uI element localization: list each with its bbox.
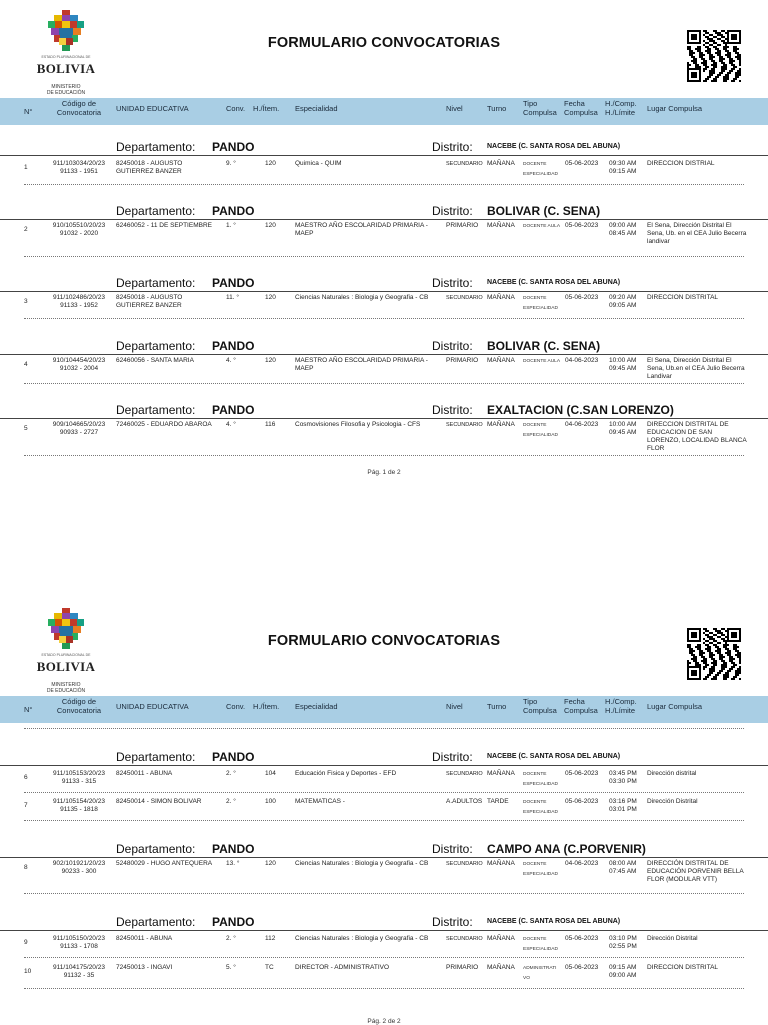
distrito-label: Distrito: bbox=[432, 276, 473, 290]
lugar-compulsa: DIRECCION DISTRITAL bbox=[647, 294, 719, 301]
nivel: PRIMARIO bbox=[446, 964, 479, 971]
conv-value: 13. ° bbox=[226, 860, 240, 867]
conv-value: 2. ° bbox=[226, 935, 236, 942]
item-value: 120 bbox=[265, 860, 276, 867]
nivel: SECUNDARIO bbox=[446, 295, 483, 301]
table-row bbox=[0, 798, 768, 820]
col-lugar: Lugar Compulsa bbox=[647, 104, 703, 113]
col-item: H./Ítem. bbox=[253, 104, 280, 113]
department-group-header bbox=[0, 912, 768, 932]
department-group-header bbox=[0, 747, 768, 767]
distrito-value: CAMPO ANA (C.PORVENIR) bbox=[487, 842, 646, 856]
departamento-value: PANDO bbox=[212, 276, 255, 290]
lugar-compulsa: Dirección Distrital bbox=[647, 935, 698, 942]
ministry-line-2: DE EDUCACIÓN bbox=[46, 89, 86, 96]
nivel: SECUNDARIO bbox=[446, 861, 483, 867]
codigo-convocatoria: 910/104454/20/23 91032 - 2004 bbox=[52, 357, 106, 372]
col-conv: Conv. bbox=[226, 104, 246, 113]
hora-compulsa: 09:15 AM 09:00 AM bbox=[609, 964, 637, 979]
conv-value: 4. ° bbox=[226, 421, 236, 428]
col-nivel: Nivel bbox=[446, 702, 463, 711]
country-name: BOLIVIA bbox=[36, 659, 96, 674]
turno: MAÑANA bbox=[487, 357, 515, 364]
state-text: ESTADO PLURINACIONAL DE bbox=[41, 653, 91, 657]
group-divider bbox=[0, 291, 768, 292]
row-number: 5 bbox=[24, 425, 28, 432]
department-group-header bbox=[0, 201, 768, 221]
tipo-compulsa: DOCENTE ESPECIALIDAD bbox=[523, 162, 558, 177]
unidad-educativa: 82450018 - AUGUSTO GUTIERREZ BANZER bbox=[116, 294, 183, 309]
turno: MAÑANA bbox=[487, 421, 515, 428]
distrito-label: Distrito: bbox=[432, 403, 473, 417]
especialidad: MATEMATICAS - bbox=[295, 798, 345, 805]
lugar-compulsa: Dirección Distrital bbox=[647, 798, 698, 805]
unidad-educativa: 62460052 - 11 DE SEPTIEMBRE bbox=[116, 222, 212, 229]
item-value: 120 bbox=[265, 222, 276, 229]
col-fecha: Fecha Compulsa bbox=[564, 697, 598, 715]
lugar-compulsa: DIRECCION DISTRITAL DE EDUCACION DE SAN LORENZO, LOCALIDAD BLANCA FLOR bbox=[647, 421, 747, 452]
hora-compulsa: 10:00 AM 09:45 AM bbox=[609, 357, 637, 372]
especialidad: Educación Fisica y Deportes - EFD bbox=[295, 770, 397, 777]
item-value: 120 bbox=[265, 294, 276, 301]
page-number: Pág. 2 de 2 bbox=[367, 1018, 401, 1025]
group-divider bbox=[0, 857, 768, 858]
page-title: FORMULARIO CONVOCATORIAS bbox=[267, 633, 501, 649]
especialidad: MAESTRO AÑO ESCOLARIDAD PRIMARIA - MAEP bbox=[295, 357, 428, 372]
codigo-convocatoria: 910/105510/20/23 91032 - 2020 bbox=[52, 222, 106, 237]
turno: MAÑANA bbox=[487, 222, 515, 229]
page-number: Pág. 1 de 2 bbox=[367, 469, 401, 476]
tipo-compulsa: DOCENTE AULA bbox=[523, 224, 561, 229]
ministry-line-2: DE EDUCACIÓN bbox=[46, 687, 86, 694]
unidad-educativa: 82450018 - AUGUSTO GUTIERREZ BANZER bbox=[116, 160, 183, 175]
departamento-value: PANDO bbox=[212, 915, 255, 929]
turno: MAÑANA bbox=[487, 770, 515, 777]
row-separator bbox=[24, 792, 744, 793]
lugar-compulsa: El Sena, Dirección Distrital El Sena, Ub.en el CEA Julio Becerra Landivar bbox=[647, 357, 745, 380]
codigo-convocatoria: 909/104665/20/23 90933 - 2727 bbox=[52, 421, 106, 436]
lugar-compulsa: DIRECCION DISTRIAL bbox=[647, 160, 715, 167]
department-group-header bbox=[0, 273, 768, 293]
nivel: SECUNDARIO bbox=[446, 422, 483, 428]
distrito-label: Distrito: bbox=[432, 339, 473, 353]
conv-value: 9. ° bbox=[226, 160, 236, 167]
col-unidad: UNIDAD EDUCATIVA bbox=[116, 702, 189, 711]
col-turno: Turno bbox=[487, 702, 507, 711]
departamento-label: Departamento: bbox=[116, 842, 196, 856]
row-separator bbox=[24, 256, 744, 257]
department-group-header bbox=[0, 839, 768, 859]
unidad-educativa: 62460056 - SANTA MARIA bbox=[116, 357, 194, 364]
hora-compulsa: 10:00 AM 09:45 AM bbox=[609, 421, 637, 436]
fecha-compulsa: 05-06-2023 bbox=[565, 798, 599, 805]
department-group-header bbox=[0, 400, 768, 420]
col-n: N° bbox=[24, 705, 33, 714]
table-header bbox=[0, 98, 768, 125]
nivel: SECUNDARIO bbox=[446, 771, 483, 777]
turno: MAÑANA bbox=[487, 160, 515, 167]
table-row bbox=[0, 421, 768, 455]
table-row bbox=[0, 294, 768, 318]
col-nivel: Nivel bbox=[446, 104, 463, 113]
hora-compulsa: 03:10 PM 02:55 PM bbox=[609, 935, 637, 950]
row-separator bbox=[24, 893, 744, 894]
conv-value: 2. ° bbox=[226, 770, 236, 777]
table-header bbox=[0, 696, 768, 723]
table-row bbox=[0, 860, 768, 893]
col-unidad: UNIDAD EDUCATIVA bbox=[116, 104, 189, 113]
row-separator bbox=[24, 455, 744, 456]
tipo-compulsa: DOCENTE ESPECIALIDAD bbox=[523, 423, 558, 438]
departamento-value: PANDO bbox=[212, 750, 255, 764]
row-number: 7 bbox=[24, 802, 28, 809]
especialidad: Quimica - QUIM bbox=[295, 160, 342, 167]
fecha-compulsa: 05-06-2023 bbox=[565, 935, 599, 942]
lugar-compulsa: Dirección distrital bbox=[647, 770, 697, 777]
group-divider bbox=[0, 219, 768, 220]
state-text: ESTADO PLURINACIONAL DE bbox=[41, 55, 91, 59]
col-especialidad: Especialidad bbox=[295, 702, 338, 711]
unidad-educativa: 72460025 - EDUARDO ABAROA bbox=[116, 421, 212, 428]
item-value: 112 bbox=[265, 935, 276, 942]
conv-value: 2. ° bbox=[226, 798, 236, 805]
ministry-line-1: MINISTERIO bbox=[51, 84, 81, 90]
row-number: 10 bbox=[24, 968, 32, 975]
conv-value: 5. ° bbox=[226, 964, 236, 971]
tipo-compulsa: DOCENTE ESPECIALIDAD bbox=[523, 862, 558, 877]
page-2 bbox=[0, 598, 768, 1024]
especialidad: DIRECTOR - ADMINISTRATIVO bbox=[295, 964, 390, 971]
unidad-educativa: 82450011 - ABUNA bbox=[116, 935, 173, 942]
turno: TARDE bbox=[487, 798, 509, 805]
table-row bbox=[0, 770, 768, 792]
hora-compulsa: 09:00 AM 08:45 AM bbox=[609, 222, 637, 237]
lugar-compulsa: El Sena, Dirección Distrital El Sena, Ub. en el CEA Julio Becerra landivar bbox=[647, 222, 747, 245]
distrito-label: Distrito: bbox=[432, 842, 473, 856]
col-codigo: Código de Convocatoria bbox=[56, 99, 102, 117]
item-value: 100 bbox=[265, 798, 276, 805]
department-group-header bbox=[0, 137, 768, 157]
row-number: 4 bbox=[24, 361, 28, 368]
departamento-label: Departamento: bbox=[116, 915, 196, 929]
ministry-name bbox=[33, 85, 99, 96]
row-separator bbox=[24, 820, 744, 821]
departamento-value: PANDO bbox=[212, 140, 255, 154]
distrito-label: Distrito: bbox=[432, 204, 473, 218]
group-divider bbox=[0, 930, 768, 931]
group-divider bbox=[0, 765, 768, 766]
turno: MAÑANA bbox=[487, 860, 515, 867]
distrito-value: BOLIVAR (C. SENA) bbox=[487, 204, 601, 218]
ministry-line-1: MINISTERIO bbox=[51, 682, 81, 688]
fecha-compulsa: 04-06-2023 bbox=[565, 860, 599, 867]
departamento-value: PANDO bbox=[212, 842, 255, 856]
distrito-value: NACEBE (C. SANTA ROSA DEL ABUNA) bbox=[487, 753, 621, 760]
departamento-label: Departamento: bbox=[116, 204, 196, 218]
row-number: 6 bbox=[24, 774, 28, 781]
qr-code-icon bbox=[687, 628, 741, 680]
group-divider bbox=[0, 155, 768, 156]
fecha-compulsa: 04-06-2023 bbox=[565, 357, 599, 364]
codigo-convocatoria: 911/104175/20/23 91132 - 35 bbox=[53, 964, 105, 979]
row-number: 3 bbox=[24, 298, 28, 305]
row-separator bbox=[24, 957, 744, 958]
departamento-value: PANDO bbox=[212, 204, 255, 218]
col-codigo: Código de Convocatoria bbox=[56, 697, 102, 715]
page-1 bbox=[0, 0, 768, 500]
col-especialidad: Especialidad bbox=[295, 104, 338, 113]
distrito-value: NACEBE (C. SANTA ROSA DEL ABUNA) bbox=[487, 143, 621, 150]
item-value: 116 bbox=[265, 421, 276, 428]
codigo-convocatoria: 911/102486/20/23 91133 - 1952 bbox=[53, 294, 105, 309]
departamento-label: Departamento: bbox=[116, 276, 196, 290]
col-hcomp: H./Comp. H./Límite bbox=[605, 99, 637, 117]
fecha-compulsa: 05-06-2023 bbox=[565, 770, 599, 777]
hora-compulsa: 03:45 PM 03:30 PM bbox=[609, 770, 637, 785]
col-conv: Conv. bbox=[226, 702, 246, 711]
col-fecha: Fecha Compulsa bbox=[564, 99, 598, 117]
col-item: H./Ítem. bbox=[253, 702, 280, 711]
nivel: SECUNDARIO bbox=[446, 936, 483, 942]
col-hcomp: H./Comp. H./Límite bbox=[605, 697, 637, 715]
hora-compulsa: 08:00 AM 07:45 AM bbox=[609, 860, 637, 875]
hora-compulsa: 09:30 AM 09:15 AM bbox=[609, 160, 637, 175]
distrito-label: Distrito: bbox=[432, 915, 473, 929]
item-value: TC bbox=[265, 964, 274, 971]
fecha-compulsa: 05-06-2023 bbox=[565, 964, 599, 971]
item-value: 120 bbox=[265, 357, 276, 364]
departamento-label: Departamento: bbox=[116, 140, 196, 154]
tipo-compulsa: DOCENTE AULA bbox=[523, 359, 561, 364]
conv-value: 11. ° bbox=[226, 294, 239, 301]
col-lugar: Lugar Compulsa bbox=[647, 702, 703, 711]
unidad-educativa: 72450013 - INGAVI bbox=[116, 964, 173, 971]
turno: MAÑANA bbox=[487, 964, 515, 971]
conv-value: 1. ° bbox=[226, 222, 236, 229]
qr-code-icon bbox=[687, 30, 741, 82]
col-turno: Turno bbox=[487, 104, 507, 113]
page-gap bbox=[0, 500, 768, 598]
fecha-compulsa: 04-06-2023 bbox=[565, 421, 599, 428]
codigo-convocatoria: 911/105150/20/23 91133 - 1708 bbox=[53, 935, 105, 950]
nivel: PRIMARIO bbox=[446, 222, 479, 229]
row-separator bbox=[24, 184, 744, 185]
especialidad: MAESTRO AÑO ESCOLARIDAD PRIMARIA - MAEP bbox=[295, 222, 428, 237]
table-row bbox=[0, 222, 768, 256]
distrito-label: Distrito: bbox=[432, 140, 473, 154]
qr-code-graphic bbox=[687, 30, 741, 82]
codigo-convocatoria: 911/103034/20/23 91133 - 1951 bbox=[53, 160, 105, 175]
distrito-value: BOLIVAR (C. SENA) bbox=[487, 339, 601, 353]
especialidad: Ciencias Naturales : Biologia y Geografia - CB bbox=[295, 294, 429, 301]
group-divider bbox=[0, 418, 768, 419]
fecha-compulsa: 05-06-2023 bbox=[565, 294, 599, 301]
table-row bbox=[0, 357, 768, 383]
col-tipo: Tipo Compulsa bbox=[523, 99, 557, 117]
lugar-compulsa: DIRECCION DISTRITAL bbox=[647, 964, 719, 971]
hora-compulsa: 09:20 AM 09:05 AM bbox=[609, 294, 637, 309]
page-title: FORMULARIO CONVOCATORIAS bbox=[267, 35, 501, 51]
tipo-compulsa: ADMINISTRATI VO bbox=[523, 966, 557, 981]
group-divider bbox=[0, 354, 768, 355]
row-separator bbox=[24, 318, 744, 319]
turno: MAÑANA bbox=[487, 294, 515, 301]
ministry-name bbox=[33, 683, 99, 694]
row-separator bbox=[24, 988, 744, 989]
departamento-label: Departamento: bbox=[116, 339, 196, 353]
lugar-compulsa: DIRECCIÓN DISTRITAL DE EDUCACIÓN PORVENIR BELLA FLOR (MODULAR VTT) bbox=[647, 860, 744, 883]
table-row bbox=[0, 160, 768, 184]
conv-value: 4. ° bbox=[226, 357, 236, 364]
col-tipo: Tipo Compulsa bbox=[523, 697, 557, 715]
nivel: A.ADULTOS bbox=[446, 798, 483, 805]
item-value: 120 bbox=[265, 160, 276, 167]
departamento-value: PANDO bbox=[212, 339, 255, 353]
unidad-educativa: 52480029 - HUGO ANTEQUERA bbox=[116, 860, 213, 867]
qr-code-graphic bbox=[687, 628, 741, 680]
tipo-compulsa: DOCENTE ESPECIALIDAD bbox=[523, 296, 558, 311]
codigo-convocatoria: 902/101921/20/23 90233 - 300 bbox=[52, 860, 106, 875]
unidad-educativa: 82450011 - ABUNA bbox=[116, 770, 173, 777]
bolivia-ministry-logo bbox=[33, 10, 99, 96]
nivel: PRIMARIO bbox=[446, 357, 479, 364]
country-name: BOLIVIA bbox=[36, 61, 96, 76]
tipo-compulsa: DOCENTE ESPECIALIDAD bbox=[523, 772, 558, 787]
distrito-value: NACEBE (C. SANTA ROSA DEL ABUNA) bbox=[487, 279, 621, 286]
table-row bbox=[0, 935, 768, 957]
especialidad: Cosmovisiones Filosofia y Psicologia - CFS bbox=[295, 421, 421, 428]
row-separator bbox=[24, 728, 744, 729]
table-row bbox=[0, 964, 768, 988]
row-number: 2 bbox=[24, 226, 28, 233]
departamento-value: PANDO bbox=[212, 403, 255, 417]
unidad-educativa: 82450014 - SIMON BOLIVAR bbox=[116, 798, 202, 805]
nivel: SECUNDARIO bbox=[446, 161, 483, 167]
distrito-label: Distrito: bbox=[432, 750, 473, 764]
especialidad: Ciencias Naturales : Biologia y Geografia - CB bbox=[295, 935, 429, 942]
hora-compulsa: 03:16 PM 03:01 PM bbox=[609, 798, 637, 813]
distrito-value: EXALTACION (C.SAN LORENZO) bbox=[487, 403, 674, 417]
codigo-convocatoria: 911/105154/20/23 91135 - 1818 bbox=[53, 798, 105, 813]
row-separator bbox=[24, 383, 744, 384]
fecha-compulsa: 05-06-2023 bbox=[565, 222, 599, 229]
row-number: 1 bbox=[24, 164, 28, 171]
turno: MAÑANA bbox=[487, 935, 515, 942]
tipo-compulsa: DOCENTE ESPECIALIDAD bbox=[523, 800, 558, 815]
fecha-compulsa: 05-06-2023 bbox=[565, 160, 599, 167]
distrito-value: NACEBE (C. SANTA ROSA DEL ABUNA) bbox=[487, 918, 621, 925]
row-number: 9 bbox=[24, 939, 28, 946]
especialidad: Ciencias Naturales : Biologia y Geografia - CB bbox=[295, 860, 429, 867]
row-number: 8 bbox=[24, 864, 28, 871]
codigo-convocatoria: 911/105153/20/23 91133 - 315 bbox=[53, 770, 105, 785]
department-group-header bbox=[0, 336, 768, 356]
item-value: 104 bbox=[265, 770, 276, 777]
departamento-label: Departamento: bbox=[116, 750, 196, 764]
bolivia-ministry-logo bbox=[33, 608, 99, 694]
col-n: N° bbox=[24, 107, 33, 116]
departamento-label: Departamento: bbox=[116, 403, 196, 417]
tipo-compulsa: DOCENTE ESPECIALIDAD bbox=[523, 937, 558, 952]
